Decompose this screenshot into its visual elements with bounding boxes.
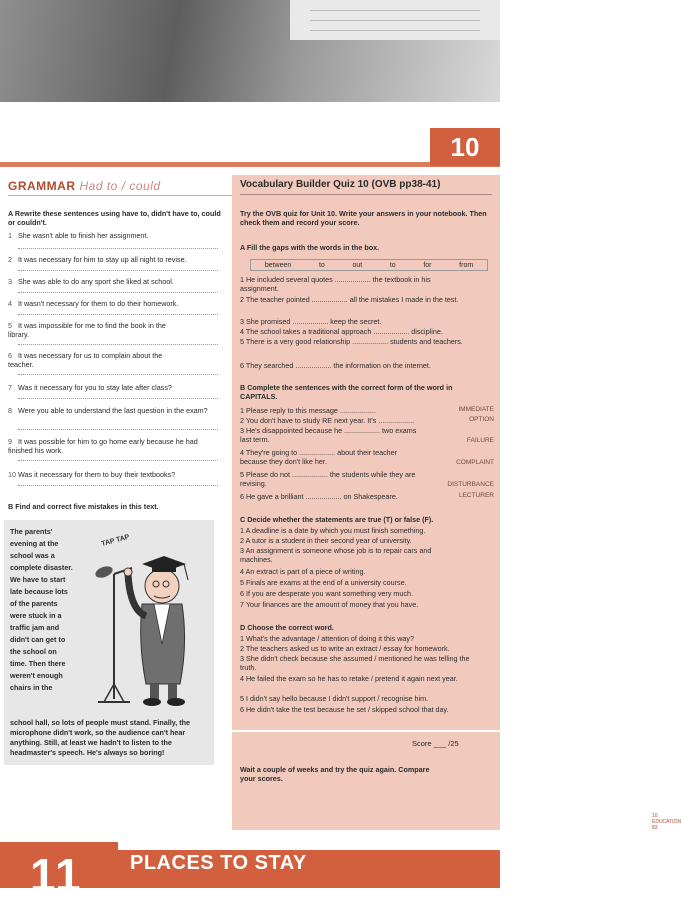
grammar-subheading: Had to / could (79, 179, 161, 193)
grammar-item: 3 She was able to do any sport she liked at school. (8, 277, 174, 286)
box-word: from (459, 261, 474, 269)
quiz-intro: Try the OVB quiz for Unit 10. Write your answers in your notebook. Then check them and record your score. (240, 209, 487, 227)
cartoon-tap-text: TAP TAP (100, 533, 131, 548)
quiz-c-heading: C Decide whether the statements are true (T) or false (F). (240, 515, 434, 524)
quiz-d-item: 2 The teachers asked us to write an extract / essay for homework. (240, 644, 450, 653)
quiz-b-cue: FAILURE (466, 437, 494, 444)
unit-number-badge: 10 (430, 128, 500, 166)
answer-line[interactable] (18, 313, 218, 315)
grammar-item: 2 It was necessary for him to stay up all night to revise. (8, 255, 187, 264)
quiz-b-item: 6 He gave a brilliant .................. on Shakespeare. (240, 492, 398, 501)
quiz-d-item: 6 He didn't take the test because he set / skipped school that day. (240, 705, 449, 714)
answer-line[interactable] (18, 269, 218, 271)
next-unit-banner (0, 842, 500, 901)
quiz-b-cue: OPTION (469, 416, 494, 423)
grammar-heading: GRAMMAR Had to / could (8, 179, 161, 193)
grammar-item: 7 Was it necessary for you to stay late after class? (8, 383, 172, 392)
grammar-item: 10 Was it necessary for them to buy their textbooks? (8, 470, 176, 479)
quiz-b-item: 3 He's disappointed because he .................. two exams last term. (240, 426, 417, 444)
answer-line[interactable] (18, 343, 218, 345)
story-box (4, 520, 214, 765)
grammar-item: 5 It was impossible for me to find the book in the library. (8, 321, 166, 339)
quiz-c-item: 5 Finals are exams at the end of a university course. (240, 578, 407, 587)
quiz-d-item: 3 She didn't check because she assumed / mentioned he was telling the truth. (240, 654, 470, 672)
grammar-item: 8 Were you able to understand the last question in the exam? (8, 406, 208, 415)
quiz-a-heading: A Fill the gaps with the words in the box. (240, 243, 380, 252)
page-footer: 10 EDUCATION 83 (652, 813, 681, 831)
vocabulary-quiz-section (232, 175, 681, 831)
quiz-c-item: 6 If you are desperate you want something very much. (240, 589, 413, 598)
quiz-a-item: 1 He included several quotes .................. the textbook in his assignment. (240, 275, 431, 293)
quiz-b-item: 1 Please reply to this message .................. (240, 406, 376, 415)
quiz-d-heading: D Choose the correct word. (240, 623, 334, 632)
box-word: for (423, 261, 432, 269)
quiz-a-item: 4 The school takes a traditional approach .................. discipline. (240, 327, 443, 336)
box-word: between (264, 261, 292, 269)
quiz-a-item: 3 She promised .................. keep the secret. (240, 317, 382, 326)
page-gap (0, 102, 500, 122)
page-header-bar (0, 122, 500, 168)
next-unit-title: PLACES TO STAY (130, 852, 307, 874)
header-photo (0, 0, 500, 102)
grammar-b-instruction: B Find and correct five mistakes in this text. (8, 502, 159, 511)
grammar-item: 4 It wasn't necessary for them to do their homework. (8, 299, 179, 308)
box-word: to (389, 261, 396, 269)
box-word: out (352, 261, 363, 269)
answer-line[interactable] (18, 397, 218, 399)
quiz-c-item: 2 A tutor is a student in their second year of university. (240, 536, 412, 545)
quiz-b-cue: LECTURER (458, 492, 494, 499)
grammar-item: 9 It was possible for him to go home early because he had finished his work. (8, 437, 198, 455)
box-word: to (318, 261, 325, 269)
quiz-a-item: 5 There is a very good relationship .................. students and teachers. (240, 337, 463, 346)
next-unit-number: 11 (30, 849, 83, 901)
story-text-continued: school hall, so lots of people must stand. Finally, the microphone didn't work, so the audience can't hear anything. Still, at least we hadn't to listen to the headmaster's speech. He's always so boring! (10, 718, 190, 757)
quiz-d-item: 4 He failed the exam so he has to retake / pretend it again next year. (240, 674, 458, 683)
grammar-section (0, 175, 232, 780)
headmaster-cartoon-illustration (80, 524, 210, 716)
quiz-c-item: 4 An extract is part of a piece of writing. (240, 567, 366, 576)
quiz-d-item: 5 I didn't say hello because I didn't support / recognise him. (240, 694, 429, 703)
answer-line[interactable] (18, 373, 218, 375)
answer-line[interactable] (18, 247, 218, 249)
grammar-a-instruction: A Rewrite these sentences using have to, didn't have to, could or couldn't. (8, 209, 221, 227)
quiz-a-item: 2 The teacher pointed .................. all the mistakes I made in the test. (240, 295, 459, 304)
score-field[interactable]: Score ___ /25 (412, 739, 459, 748)
quiz-b-cue: COMPLAINT (456, 459, 494, 466)
quiz-b-item: 4 They're going to .................. about their teacher because they don't like her. (240, 448, 398, 466)
quiz-c-item: 3 An assignment is someone whose job is to repair cars and machines. (240, 546, 432, 564)
quiz-b-cue: IMMEDIATE (458, 406, 494, 413)
answer-line[interactable] (18, 459, 218, 461)
photo-paper (290, 0, 500, 40)
grammar-item: 1 She wasn't able to finish her assignment. (8, 231, 149, 240)
quiz-b-item: 5 Please do not .................. the students while they are revising. (240, 470, 416, 488)
answer-line[interactable] (18, 428, 218, 430)
quiz-b-cue: DISTURBANCE (447, 481, 494, 488)
answer-line[interactable] (18, 291, 218, 293)
quiz-c-item: 7 Your finances are the amount of money that you have. (240, 600, 419, 609)
quiz-a-item: 6 They searched .................. the information on the internet. (240, 361, 431, 370)
quiz-d-item: 1 What's the advantage / attention of doing it this way? (240, 634, 414, 643)
story-text: The parents' evening at the school was a complete disaster. We have to start late because lots of the parents were stuck in a traffic jam and didn't can get to the school on time. Then there weren't enough chairs in the (10, 527, 73, 692)
quiz-b-item: 2 You don't have to study RE next year. It's .................. (240, 416, 415, 425)
answer-line[interactable] (18, 484, 218, 486)
word-box (250, 259, 488, 271)
grammar-item: 6 It was necessary for us to complain about the teacher. (8, 351, 163, 369)
quiz-heading: Vocabulary Builder Quiz 10 (OVB pp38-41) (240, 179, 441, 190)
quiz-b-heading: B Complete the sentences with the correct form of the word in CAPITALS. (240, 383, 453, 401)
quiz-c-item: 1 A deadline is a date by which you must finish something. (240, 526, 426, 535)
quiz-outro: Wait a couple of weeks and try the quiz again. Compare your scores. (240, 765, 430, 783)
